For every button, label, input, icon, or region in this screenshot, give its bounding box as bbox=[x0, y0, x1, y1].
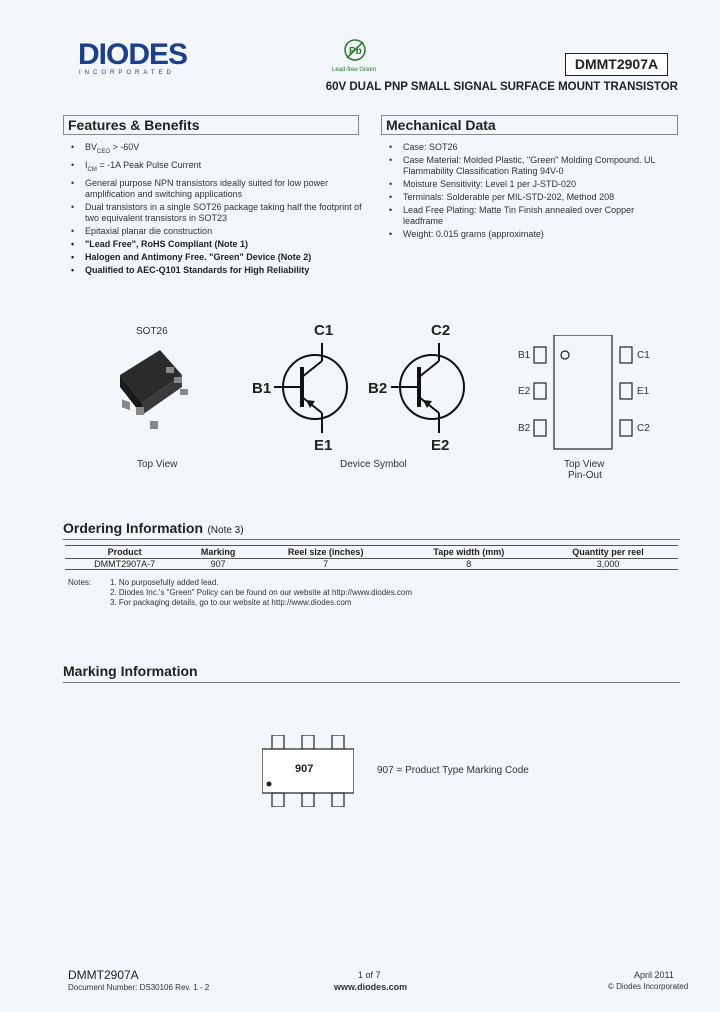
marking-legend: 907 = Product Type Marking Code bbox=[377, 765, 529, 776]
ordering-note: (Note 3) bbox=[207, 525, 244, 536]
marking-code: 907 bbox=[295, 763, 314, 775]
t1-base-label: B1 bbox=[252, 380, 272, 397]
list-item: • General purpose NPN transistors ideally suited for low power amplification and switching applications bbox=[63, 178, 363, 200]
lead-free-green-icon bbox=[343, 38, 369, 66]
document-subtitle: 60V DUAL PNP SMALL SIGNAL SURFACE MOUNT TRANSISTOR bbox=[325, 81, 678, 93]
list-item: • Weight: 0.015 grams (approximate) bbox=[381, 229, 671, 240]
list-item: • $BV_{CEO} > -60V$ bbox=[63, 142, 363, 158]
features-header bbox=[63, 115, 359, 135]
mechanical-header bbox=[381, 115, 678, 135]
features-list bbox=[63, 142, 363, 278]
transistor-symbol-2 bbox=[377, 325, 477, 455]
company-logo: DIODES bbox=[78, 38, 188, 71]
ordering-table bbox=[65, 545, 678, 570]
marking-header bbox=[63, 663, 680, 683]
footer-copyright: © Diodes Incorporated bbox=[608, 982, 689, 991]
notes-list bbox=[110, 578, 412, 608]
list-item: • Case: SOT26 bbox=[381, 142, 671, 153]
part-number-box: DMMT2907A bbox=[565, 53, 668, 76]
svg-text:Pb: Pb bbox=[349, 46, 362, 57]
list-item: • Moisture Sensitivity: Level 1 per J-STD-020 bbox=[381, 179, 671, 190]
list-item: • Case Material: Molded Plastic, "Green" Molding Compound. UL Flammability Classification Rating 94V-0 bbox=[381, 155, 671, 177]
ordering-title: Ordering Information bbox=[63, 520, 203, 536]
column-header: Tape width (mm) bbox=[400, 546, 539, 559]
list-item: • Qualified to AEC-Q101 Standards for High Reliability bbox=[63, 265, 363, 276]
list-item: • Terminals: Solderable per MIL-STD-202, Method 208 bbox=[381, 192, 671, 203]
table-cell: DMMT2907A-7 bbox=[65, 559, 184, 570]
pinout-top-view-label: Top View bbox=[564, 459, 605, 470]
column-header: Product bbox=[65, 546, 184, 559]
footer-website-link[interactable]: www.diodes.com bbox=[334, 982, 408, 992]
column-header: Reel size (inches) bbox=[252, 546, 400, 559]
company-logo-subtitle: INCORPORATED bbox=[79, 70, 175, 76]
column-header: Quantity per reel bbox=[538, 546, 678, 559]
list-item: • Lead Free Plating: Matte Tin Finish annealed over Copper leadframe bbox=[381, 205, 671, 227]
table-cell: 7 bbox=[252, 559, 400, 570]
table-cell: 3,000 bbox=[538, 559, 678, 570]
t1-collector-label: C1 bbox=[314, 322, 334, 339]
list-item: • Halogen and Antimony Free. "Green" Device (Note 2) bbox=[63, 252, 363, 263]
footer-page: 1 of 7 bbox=[358, 970, 381, 980]
device-symbol-label: Device Symbol bbox=[340, 459, 407, 470]
features-title: Features & Benefits bbox=[68, 117, 200, 133]
t2-collector-label: C2 bbox=[431, 322, 451, 339]
table-cell: 907 bbox=[184, 559, 251, 570]
list-item: • Epitaxial planar die construction bbox=[63, 226, 363, 237]
t1-emitter-label: E1 bbox=[314, 437, 333, 454]
pin-label: B1 bbox=[518, 350, 531, 361]
list-item: • "Lead Free", RoHS Compliant (Note 1) bbox=[63, 239, 363, 250]
footer-date: April 2011 bbox=[634, 970, 674, 980]
pin-label: B2 bbox=[518, 423, 531, 434]
transistor-symbol-1 bbox=[260, 325, 360, 455]
pinout-label: Pin-Out bbox=[568, 470, 602, 481]
t2-emitter-label: E2 bbox=[431, 437, 450, 454]
t2-base-label: B2 bbox=[368, 380, 388, 397]
marking-title: Marking Information bbox=[63, 663, 198, 679]
sot26-package-image bbox=[110, 345, 190, 440]
notes-label: Notes: bbox=[68, 578, 92, 587]
pin-label: C1 bbox=[637, 350, 650, 361]
list-item: • Dual transistors in a single SOT26 package taking half the footprint of two equivalent transistors in SOT23 bbox=[63, 202, 363, 224]
lead-free-label: Lead-free Green bbox=[332, 67, 377, 73]
table-cell: 8 bbox=[400, 559, 539, 570]
pin-label: E1 bbox=[637, 386, 650, 397]
column-header: Marking bbox=[184, 546, 251, 559]
mechanical-list bbox=[381, 142, 671, 242]
mechanical-title: Mechanical Data bbox=[386, 117, 496, 133]
note-item: 2. Diodes Inc.'s "Green" Policy can be found on our website at http://www.diodes.com bbox=[110, 588, 413, 597]
footer-doc-number: Document Number: DS30106 Rev. 1 - 2 bbox=[68, 983, 210, 992]
list-item: • $I_{CM} = -1A$ Peak Pulse Current bbox=[63, 160, 363, 176]
ordering-header bbox=[63, 520, 680, 540]
top-view-label: Top View bbox=[137, 459, 178, 470]
table-row bbox=[65, 559, 678, 570]
footer-part: DMMT2907A bbox=[68, 968, 139, 982]
pin-label: E2 bbox=[518, 386, 531, 397]
package-label: SOT26 bbox=[136, 326, 168, 337]
note-item: 1. No purposefully added lead. bbox=[110, 578, 219, 587]
note-item: 3. For packaging details, go to our website at http://www.diodes.com bbox=[110, 598, 352, 607]
pinout-diagram bbox=[530, 335, 642, 451]
table-header-row bbox=[65, 546, 678, 559]
pin-label: C2 bbox=[637, 423, 650, 434]
